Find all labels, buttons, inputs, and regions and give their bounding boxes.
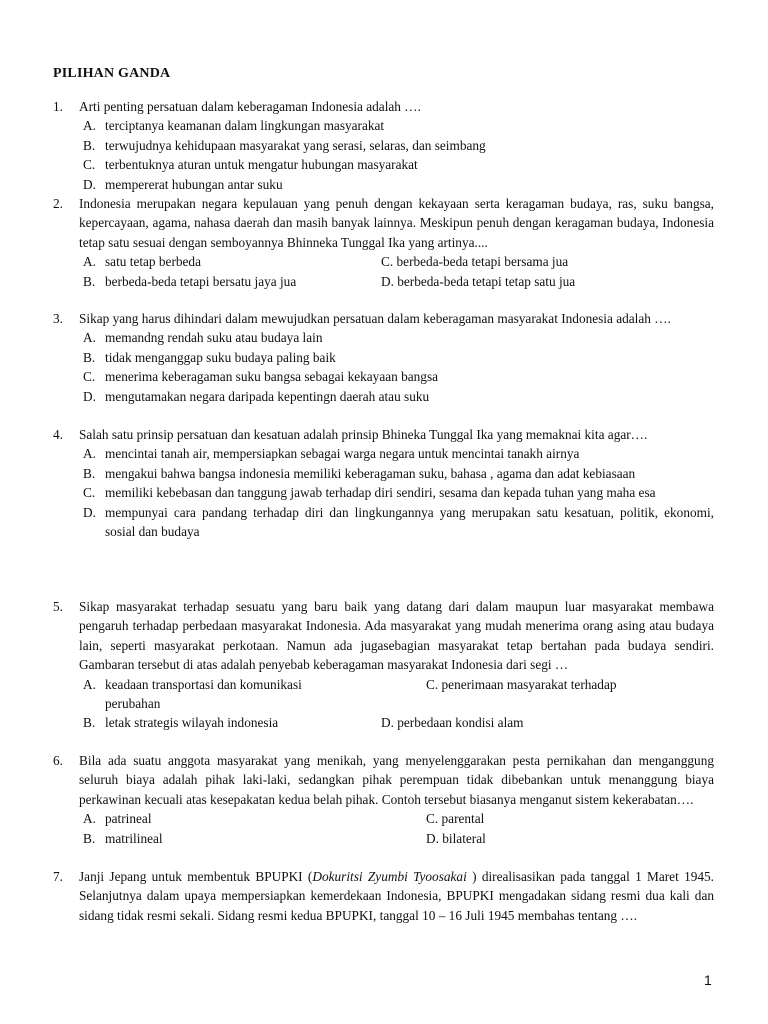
option-text: matrilineal: [105, 830, 163, 846]
option-text: letak strategis wilayah indonesia: [105, 715, 279, 731]
option-letter: B.: [83, 137, 96, 153]
option-row: [83, 829, 714, 848]
option-letter: A.: [83, 446, 96, 462]
option-letter: A.: [83, 254, 96, 270]
question-5: [53, 597, 714, 733]
question-1: [53, 97, 714, 194]
question-number: 5.: [53, 599, 63, 614]
option-a[interactable]: [83, 809, 152, 828]
option-text: mempererat hubungan antar suku: [105, 176, 283, 192]
option-text: terbentuknya aturan untuk mengatur hubungan masyarakat: [105, 157, 418, 173]
option-text: keadaan transportasi dan komunikasi: [105, 676, 302, 692]
question-number: 7.: [53, 869, 63, 884]
option-d[interactable]: D. bilateral: [426, 830, 486, 846]
question-2: [53, 194, 714, 291]
option-c[interactable]: [83, 483, 714, 502]
option-letter: B.: [83, 349, 96, 365]
option-letter: B.: [83, 273, 96, 289]
question-stem: Bila ada suatu anggota masyarakat yang menikah, yang menyelenggarakan pesta pernikahan dan menganggung seluruh biaya adalah pihak laki-laki, sedangkan pihak perempuan tidak dibebankan untuk menanggung biaya perkawinan kecuali atas kesepakatan kedua belah pihak. Contoh tersebut biasanya menganut sistem kekerabatan….: [79, 753, 714, 807]
option-d[interactable]: [83, 387, 714, 406]
option-letter: B.: [83, 830, 96, 846]
option-c[interactable]: [83, 155, 714, 174]
option-b[interactable]: [83, 464, 714, 483]
option-d[interactable]: [83, 503, 714, 542]
stem-italic-term: Dokuritsi Zyumbi Tyoosakai: [312, 869, 467, 884]
option-letter: D.: [83, 176, 96, 192]
option-a[interactable]: [83, 328, 714, 347]
option-letter: C.: [83, 485, 96, 501]
option-a[interactable]: [83, 252, 201, 271]
question-4: [53, 425, 714, 541]
option-text: satu tetap berbeda: [105, 254, 201, 270]
option-letter: D.: [83, 388, 96, 404]
option-c[interactable]: C. berbeda-beda tetapi bersama jua: [381, 254, 569, 270]
question-stem: Salah satu prinsip persatuan dan kesatuan adalah prinsip Bhineka Tunggal Ika yang memaknai kita agar….: [79, 427, 648, 442]
option-text: terciptanya keamanan dalam lingkungan masyarakat: [105, 118, 385, 134]
option-d[interactable]: D. perbedaan kondisi alam: [381, 715, 524, 731]
stem-part: ) direalisasikan pada tanggal 1 Maret 1945. Selanjutnya dalam upaya mempersiapkan kemerdekaan Indonesia, BPUPKI mengadakan sidang resmi dua kali dan sidang tidak resmi sekali. Sidang resmi kedua BPUPKI, tanggal 10 – 16 Juli 1945 membahas tentang ….: [79, 869, 715, 923]
question-number: 3.: [53, 311, 63, 326]
option-c[interactable]: C. parental: [426, 811, 485, 827]
option-letter: A.: [83, 811, 96, 827]
option-row: [83, 713, 714, 732]
question-stem: Sikap masyarakat terhadap sesuatu yang baru baik yang datang dari dalam maupun luar masyarakat membawa pengaruh terhadap perbedaan masyarakat Indonesia. Ada masyarakat yang mudah menerima orang asing atau budaya lain, seperti masyarakat perkotaan. Namun ada jugasebagian masyarakat tetap bertahan pada budaya sendiri. Gambaran tersebut di atas adalah penyebab keberagaman masyarakat Indonesia dari segi …: [79, 599, 714, 673]
option-text: patrineal: [105, 811, 152, 827]
question-3: [53, 309, 714, 406]
question-6: [53, 751, 714, 848]
option-letter: A.: [83, 330, 96, 346]
option-row: [83, 809, 714, 828]
option-letter: D.: [83, 504, 96, 520]
option-letter: C.: [83, 369, 96, 385]
option-d[interactable]: D. berbeda-beda tetapi tetap satu jua: [381, 273, 576, 289]
option-c-continued: perubahan: [105, 696, 161, 712]
option-text: tidak menganggap suku budaya paling baik: [105, 349, 336, 365]
option-text: mempunyai cara pandang terhadap diri dan lingkungannya yang merupakan satu kesatuan, politik, ekonomi, sosial dan budaya: [105, 504, 714, 540]
option-a[interactable]: [83, 444, 714, 463]
question-number: 1.: [53, 99, 63, 114]
option-row-continued: [83, 694, 714, 713]
option-text: mengutamakan negara daripada kepentingn daerah atau suku: [105, 388, 430, 404]
option-letter: A.: [83, 676, 96, 692]
option-text: mencintai tanah air, mempersiapkan sebagai warga negara untuk mencintai tanakh airnya: [105, 446, 580, 462]
question-7: [53, 867, 714, 925]
question-number: 2.: [53, 196, 63, 211]
page-number: 1: [704, 972, 712, 988]
option-a[interactable]: [83, 116, 714, 135]
question-stem: Arti penting persatuan dalam keberagaman Indonesia adalah ….: [79, 99, 421, 114]
option-letter: A.: [83, 118, 96, 134]
option-d[interactable]: [83, 175, 714, 194]
question-number: 6.: [53, 753, 63, 768]
question-stem: Indonesia merupakan negara kepulauan yang penuh dengan kekayaan serta keragaman budaya, ras, suku bangsa, kepercayaan, agama, nahasa daerah dan masih banyak lainnya. Meskipun penuh dengan keragaman budaya, Indonesia tetap satu sesuai dengan semboyannya Bhinneka Tunggal Ika yang artinya....: [79, 196, 714, 250]
question-number: 4.: [53, 427, 63, 442]
option-letter: B.: [83, 465, 96, 481]
option-text: mengakui bahwa bangsa indonesia memiliki keberagaman suku, bahasa , agama dan adat kebiasaan: [105, 465, 636, 481]
option-text: memiliki kebebasan dan tanggung jawab terhadap diri sendiri, sesama dan kepada tuhan yang maha esa: [105, 485, 656, 501]
question-stem: [79, 867, 714, 925]
option-row: [83, 252, 714, 271]
option-b[interactable]: [83, 713, 278, 732]
option-row: [83, 675, 714, 694]
section-heading: PILIHAN GANDA: [53, 66, 171, 81]
option-b[interactable]: [83, 272, 296, 291]
stem-part: Janji Jepang untuk membentuk BPUPKI (: [79, 869, 313, 884]
option-text: memandng rendah suku atau budaya lain: [105, 330, 323, 346]
option-b[interactable]: [83, 829, 163, 848]
option-b[interactable]: [83, 136, 714, 155]
option-a[interactable]: [83, 675, 302, 694]
option-c[interactable]: C. penerimaan masyarakat terhadap: [426, 676, 617, 692]
option-b[interactable]: [83, 348, 714, 367]
question-stem: Sikap yang harus dihindari dalam mewujudkan persatuan dalam keberagaman masyarakat Indonesia adalah ….: [79, 311, 671, 326]
option-row: [83, 272, 714, 291]
option-letter: B.: [83, 715, 96, 731]
option-c[interactable]: [83, 367, 714, 386]
option-text: menerima keberagaman suku bangsa sebagai kekayaan bangsa: [105, 369, 439, 385]
option-text: berbeda-beda tetapi bersatu jaya jua: [105, 273, 297, 289]
option-text: terwujudnya kehidupaan masyarakat yang serasi, selaras, dan seimbang: [105, 137, 486, 153]
option-letter: C.: [83, 157, 96, 173]
